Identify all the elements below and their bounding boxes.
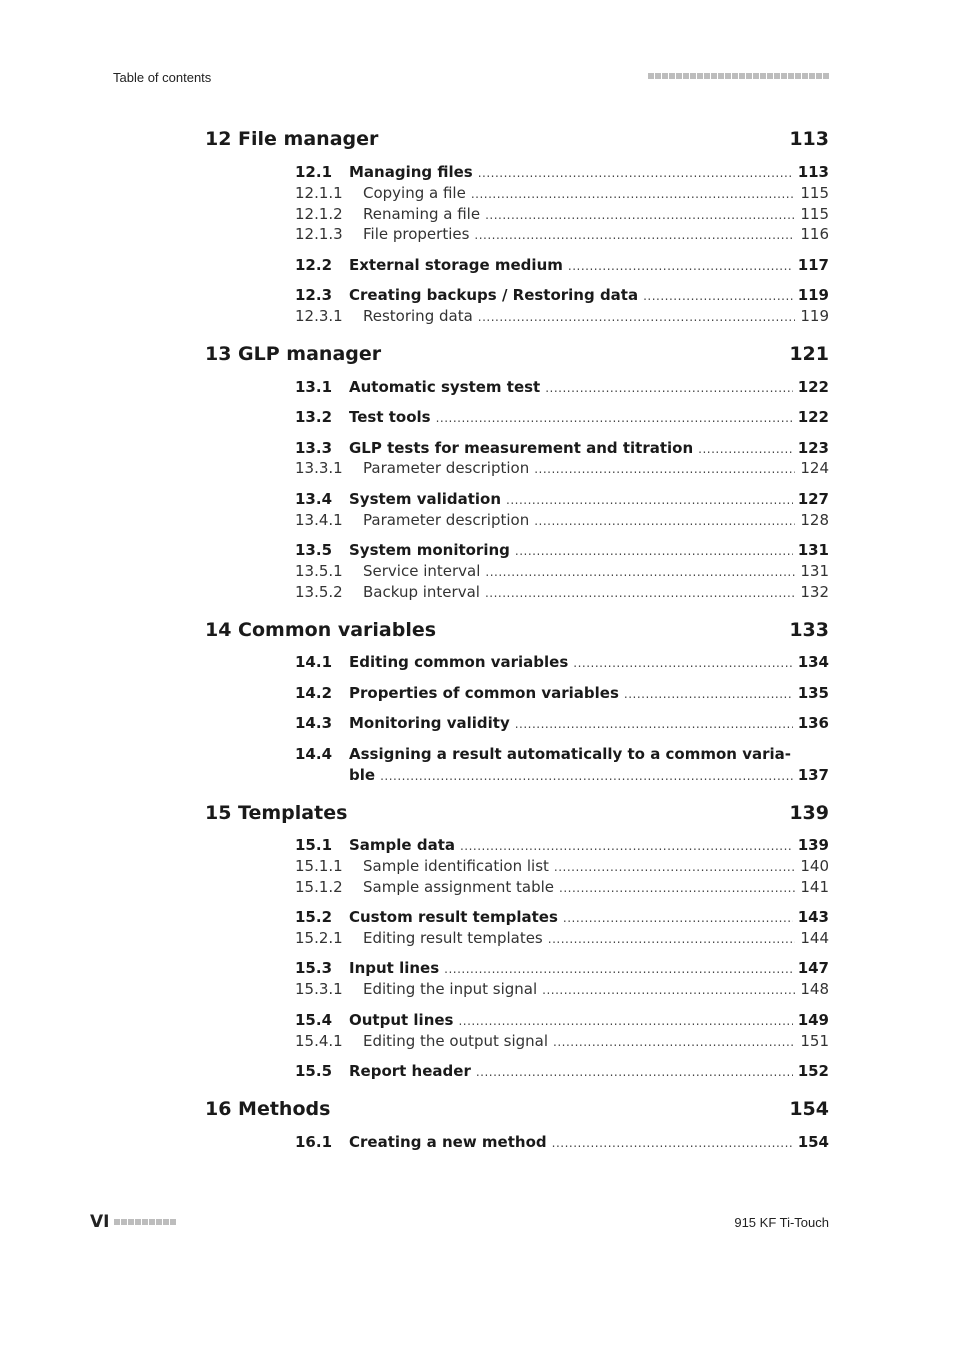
dot-leader xyxy=(436,408,793,429)
entry-number: 16.1 xyxy=(295,1133,333,1151)
entry-title: Sample assignment table xyxy=(363,878,555,896)
square-mark xyxy=(781,73,787,79)
entry-number: 12.1 xyxy=(295,163,333,181)
entry-title: Sample data xyxy=(349,836,455,854)
square-mark xyxy=(739,73,745,79)
entry-title: Creating a new method xyxy=(349,1133,547,1151)
entry-title: Test tools xyxy=(349,408,431,426)
toc-section-entry[interactable] xyxy=(295,540,829,562)
footer-square-bar xyxy=(114,1219,176,1225)
entry-page: 141 xyxy=(800,878,829,896)
entry-title: Properties of common variables xyxy=(349,684,619,702)
toc-section-entry[interactable] xyxy=(295,1010,829,1032)
entry-page: 131 xyxy=(800,562,829,580)
dot-leader xyxy=(552,1133,793,1154)
dot-leader xyxy=(698,439,793,460)
entry-number: 14.3 xyxy=(295,714,333,732)
toc-section-entry[interactable] xyxy=(295,1061,829,1083)
toc-section-entry[interactable] xyxy=(295,744,829,765)
entry-number: 15.2 xyxy=(295,908,333,926)
toc-section-entry[interactable] xyxy=(295,255,829,277)
dot-leader xyxy=(563,908,793,929)
entry-number: 13.4 xyxy=(295,490,333,508)
toc-section-entry[interactable] xyxy=(295,1132,829,1154)
section-page: 137 xyxy=(797,766,829,784)
entry-title: Managing files xyxy=(349,163,473,181)
toc-section-entry[interactable] xyxy=(295,489,829,511)
header-square-bar xyxy=(648,73,829,79)
square-mark xyxy=(802,73,808,79)
square-mark xyxy=(163,1219,169,1225)
entry-title: Copying a file xyxy=(363,184,466,202)
square-mark xyxy=(142,1219,148,1225)
page-number: VI xyxy=(90,1212,110,1232)
toc-subsection-entry[interactable] xyxy=(295,877,829,899)
dot-leader xyxy=(474,225,795,246)
entry-title: Creating backups / Restoring data xyxy=(349,286,639,304)
dot-leader xyxy=(506,490,793,511)
square-mark xyxy=(690,73,696,79)
chapter-heading[interactable] xyxy=(205,128,829,150)
toc-subsection-entry[interactable] xyxy=(295,224,829,246)
dot-leader xyxy=(573,653,792,674)
entry-number: 14.2 xyxy=(295,684,333,702)
square-mark xyxy=(128,1219,134,1225)
toc-subsection-entry[interactable] xyxy=(295,928,829,950)
dot-leader xyxy=(553,1032,795,1053)
entry-number: 15.1.1 xyxy=(295,857,343,875)
square-mark xyxy=(823,73,829,79)
entry-page: 143 xyxy=(797,908,829,926)
dot-leader xyxy=(478,163,793,184)
chapter-heading[interactable] xyxy=(205,802,829,824)
chapter-title: 12 File manager xyxy=(205,128,379,150)
entry-number: 13.3 xyxy=(295,439,333,457)
square-mark xyxy=(816,73,822,79)
toc-section-entry[interactable] xyxy=(295,407,829,429)
toc-subsection-entry[interactable] xyxy=(295,183,829,205)
dot-leader xyxy=(485,562,795,583)
entry-number: 14.1 xyxy=(295,653,333,671)
toc-subsection-entry[interactable] xyxy=(295,458,829,480)
dot-leader xyxy=(534,459,795,480)
entry-title: Sample identification list xyxy=(363,857,549,875)
dot-leader xyxy=(476,1062,793,1083)
entry-page: 127 xyxy=(797,490,829,508)
square-mark xyxy=(662,73,668,79)
square-mark xyxy=(135,1219,141,1225)
toc-subsection-entry[interactable] xyxy=(295,510,829,532)
toc-subsection-entry[interactable] xyxy=(295,306,829,328)
entry-number: 15.3 xyxy=(295,959,333,977)
square-mark xyxy=(718,73,724,79)
chapter-page: 139 xyxy=(789,802,829,824)
entry-page: 119 xyxy=(797,286,829,304)
entry-page: 135 xyxy=(797,684,829,702)
entry-number: 12.1.1 xyxy=(295,184,343,202)
running-header: Table of contents xyxy=(113,70,212,85)
entry-page: 122 xyxy=(797,378,829,396)
entry-number: 13.4.1 xyxy=(295,511,343,529)
entry-number: 13.5 xyxy=(295,541,333,559)
square-mark xyxy=(114,1219,120,1225)
dot-leader xyxy=(568,256,793,277)
entry-number: 12.3 xyxy=(295,286,333,304)
entry-page: 136 xyxy=(797,714,829,732)
square-mark xyxy=(704,73,710,79)
entry-page: 113 xyxy=(797,163,829,181)
entry-page: 152 xyxy=(797,1062,829,1080)
dot-leader xyxy=(534,511,795,532)
square-mark xyxy=(676,73,682,79)
entry-title: Service interval xyxy=(363,562,481,580)
toc-section-entry[interactable] xyxy=(295,438,829,460)
chapter-title: 15 Templates xyxy=(205,802,348,824)
chapter-heading[interactable] xyxy=(205,1098,829,1120)
dot-leader xyxy=(542,980,795,1001)
chapter-page: 113 xyxy=(789,128,829,150)
dot-leader xyxy=(485,583,795,604)
entry-title: Parameter description xyxy=(363,459,530,477)
entry-page: 115 xyxy=(800,205,829,223)
entry-number: 13.5.1 xyxy=(295,562,343,580)
entry-title: External storage medium xyxy=(349,256,563,274)
square-mark xyxy=(697,73,703,79)
entry-number: 12.2 xyxy=(295,256,333,274)
square-mark xyxy=(760,73,766,79)
square-mark xyxy=(774,73,780,79)
toc-subsection-entry[interactable] xyxy=(295,582,829,604)
toc-subsection-entry[interactable] xyxy=(295,561,829,583)
square-mark xyxy=(732,73,738,79)
square-mark xyxy=(149,1219,155,1225)
entry-number: 13.3.1 xyxy=(295,459,343,477)
square-mark xyxy=(767,73,773,79)
entry-title: Editing common variables xyxy=(349,653,569,671)
document-title: 915 KF Ti-Touch xyxy=(734,1215,829,1230)
entry-title: Parameter description xyxy=(363,511,530,529)
toc-subsection-entry[interactable] xyxy=(295,204,829,226)
square-mark xyxy=(121,1219,127,1225)
toc-section-entry[interactable] xyxy=(295,713,829,735)
entry-title: Custom result templates xyxy=(349,908,558,926)
chapter-title: 14 Common variables xyxy=(205,619,437,641)
dot-leader xyxy=(460,836,793,857)
entry-title: Automatic system test xyxy=(349,378,541,396)
chapter-title: 16 Methods xyxy=(205,1098,331,1120)
section-number: 14.4 xyxy=(295,745,333,763)
square-mark xyxy=(788,73,794,79)
entry-page: 132 xyxy=(800,583,829,601)
entry-title: Output lines xyxy=(349,1011,454,1029)
dot-leader xyxy=(444,959,793,980)
entry-page: 144 xyxy=(800,929,829,947)
toc-section-entry[interactable] xyxy=(295,958,829,980)
entry-number: 15.4.1 xyxy=(295,1032,343,1050)
dot-leader xyxy=(643,286,793,307)
entry-title: Editing result templates xyxy=(363,929,543,947)
toc-subsection-entry[interactable] xyxy=(295,979,829,1001)
dot-leader xyxy=(485,205,795,226)
square-mark xyxy=(683,73,689,79)
toc-section-entry[interactable] xyxy=(295,835,829,857)
entry-title: System monitoring xyxy=(349,541,510,559)
entry-number: 12.3.1 xyxy=(295,307,343,325)
entry-title: File properties xyxy=(363,225,470,243)
dot-leader xyxy=(624,684,793,705)
entry-title: Renaming a file xyxy=(363,205,481,223)
toc-section-entry[interactable] xyxy=(295,285,829,307)
entry-number: 12.1.2 xyxy=(295,205,343,223)
toc-section-entry[interactable] xyxy=(295,162,829,184)
chapter-heading[interactable] xyxy=(205,619,829,641)
dot-leader xyxy=(478,307,796,328)
entry-page: 117 xyxy=(797,256,829,274)
entry-page: 134 xyxy=(797,653,829,671)
entry-number: 12.1.3 xyxy=(295,225,343,243)
entry-number: 15.5 xyxy=(295,1062,333,1080)
square-mark xyxy=(648,73,654,79)
entry-title: Editing the output signal xyxy=(363,1032,549,1050)
toc-section-entry[interactable] xyxy=(295,377,829,399)
square-mark xyxy=(725,73,731,79)
entry-page: 131 xyxy=(797,541,829,559)
entry-page: 154 xyxy=(797,1133,829,1151)
toc-section-entry[interactable] xyxy=(295,907,829,929)
square-mark xyxy=(156,1219,162,1225)
entry-title: System validation xyxy=(349,490,502,508)
entry-number: 15.4 xyxy=(295,1011,333,1029)
square-mark xyxy=(809,73,815,79)
entry-page: 128 xyxy=(800,511,829,529)
entry-page: 123 xyxy=(797,439,829,457)
toc-section-entry[interactable] xyxy=(295,652,829,674)
dot-leader xyxy=(471,184,796,205)
square-mark xyxy=(655,73,661,79)
square-mark xyxy=(170,1219,176,1225)
entry-title: Monitoring validity xyxy=(349,714,510,732)
square-mark xyxy=(711,73,717,79)
entry-number: 13.5.2 xyxy=(295,583,343,601)
square-mark xyxy=(795,73,801,79)
entry-number: 15.1 xyxy=(295,836,333,854)
square-mark xyxy=(753,73,759,79)
entry-page: 139 xyxy=(797,836,829,854)
dot-leader xyxy=(545,378,792,399)
dot-leader xyxy=(559,878,795,899)
entry-title: Restoring data xyxy=(363,307,473,325)
entry-page: 115 xyxy=(800,184,829,202)
entry-page: 147 xyxy=(797,959,829,977)
entry-title: Backup interval xyxy=(363,583,480,601)
entry-page: 148 xyxy=(800,980,829,998)
dot-leader xyxy=(380,766,793,787)
chapter-page: 154 xyxy=(789,1098,829,1120)
entry-number: 15.1.2 xyxy=(295,878,343,896)
entry-page: 116 xyxy=(800,225,829,243)
toc-section-entry-continued[interactable] xyxy=(295,765,829,787)
entry-number: 15.2.1 xyxy=(295,929,343,947)
entry-page: 124 xyxy=(800,459,829,477)
entry-number: 13.2 xyxy=(295,408,333,426)
dot-leader xyxy=(515,714,793,735)
entry-page: 122 xyxy=(797,408,829,426)
square-mark xyxy=(746,73,752,79)
entry-page: 140 xyxy=(800,857,829,875)
toc-subsection-entry[interactable] xyxy=(295,856,829,878)
chapter-page: 133 xyxy=(789,619,829,641)
entry-page: 119 xyxy=(800,307,829,325)
entry-title: GLP tests for measurement and titration xyxy=(349,439,694,457)
toc-subsection-entry[interactable] xyxy=(295,1031,829,1053)
section-title: Assigning a result automatically to a common varia- xyxy=(349,745,791,763)
square-mark xyxy=(669,73,675,79)
entry-title: Report header xyxy=(349,1062,471,1080)
section-title-continued: ble xyxy=(349,766,376,784)
entry-number: 13.1 xyxy=(295,378,333,396)
dot-leader xyxy=(515,541,793,562)
chapter-title: 13 GLP manager xyxy=(205,343,382,365)
chapter-page: 121 xyxy=(789,343,829,365)
dot-leader xyxy=(548,929,796,950)
entry-title: Input lines xyxy=(349,959,440,977)
toc-section-entry[interactable] xyxy=(295,683,829,705)
entry-page: 149 xyxy=(797,1011,829,1029)
entry-page: 151 xyxy=(800,1032,829,1050)
entry-title: Editing the input signal xyxy=(363,980,538,998)
entry-number: 15.3.1 xyxy=(295,980,343,998)
dot-leader xyxy=(554,857,795,878)
dot-leader xyxy=(458,1011,792,1032)
chapter-heading[interactable] xyxy=(205,343,829,365)
